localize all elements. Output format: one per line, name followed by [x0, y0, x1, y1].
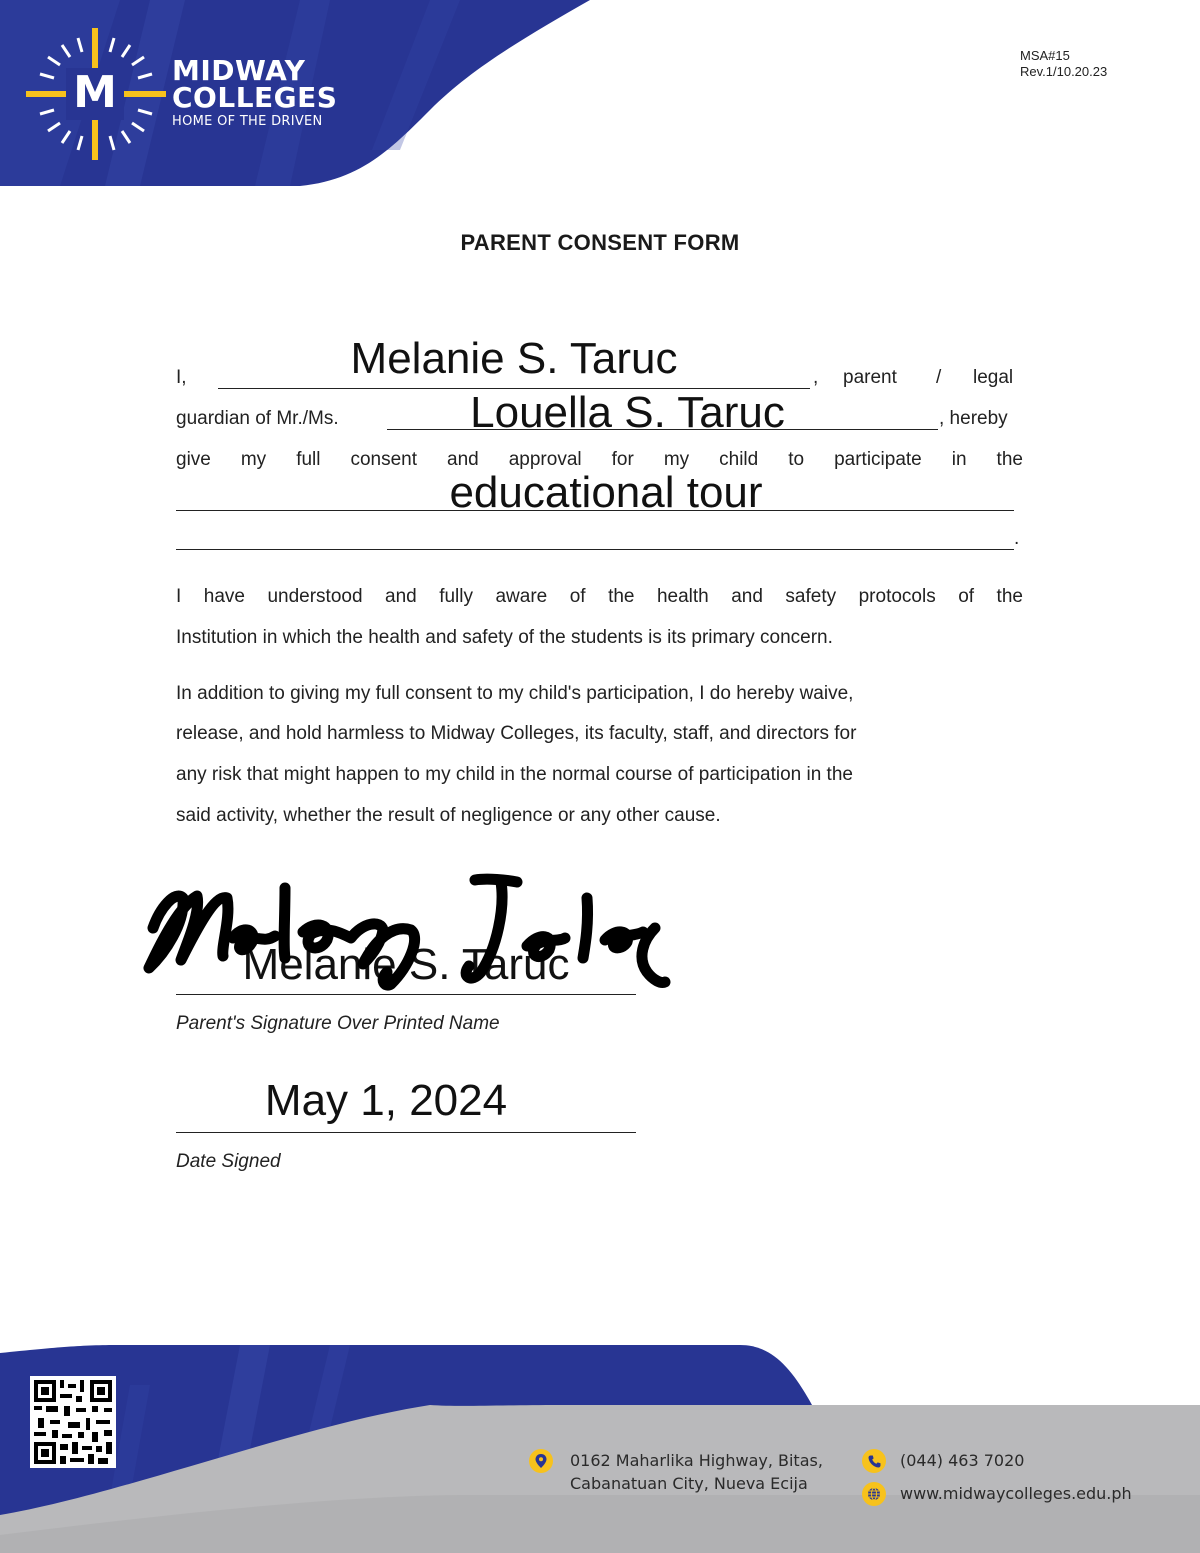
para2-line2: Institution in which the health and safety of the students is its primary concern. [176, 627, 833, 648]
globe-icon [862, 1482, 886, 1506]
word: I [176, 586, 182, 607]
page-title: PARENT CONSENT FORM [460, 230, 740, 255]
word: safety [785, 586, 837, 607]
revision-number: Rev.1/10.20.23 [1020, 64, 1108, 79]
word: to [788, 449, 805, 470]
signature-caption: Parent's Signature Over Printed Name [176, 1013, 500, 1034]
word: give [176, 449, 211, 470]
logo-title-line2: COLLEGES [172, 81, 338, 114]
word: the [608, 586, 635, 607]
word: participate [834, 449, 922, 470]
word: my [663, 449, 690, 470]
logo-title-line1: MIDWAY [172, 54, 306, 87]
word: understood [267, 586, 363, 607]
word: have [203, 586, 245, 607]
website-link[interactable]: www.midwaycolleges.edu.ph [900, 1484, 1132, 1503]
para3-line4: said activity, whether the result of negligence or any other cause. [176, 805, 721, 826]
period: . [1014, 528, 1020, 549]
word: and [385, 586, 417, 607]
activity-field[interactable]: educational tour [449, 468, 763, 517]
qr-code [30, 1376, 116, 1468]
word: approval [508, 449, 582, 470]
word: of [958, 586, 975, 607]
line1-word-parent: parent [843, 367, 897, 388]
word: child [719, 449, 759, 470]
line2-prefix: guardian of Mr./Ms. [176, 408, 339, 429]
address-line2: Cabanatuan City, Nueva Ecija [570, 1474, 808, 1493]
logo-tagline: HOME OF THE DRIVEN [172, 114, 323, 129]
printed-name-field[interactable]: Melanie S. Taruc [242, 940, 570, 989]
para3-line1: In addition to giving my full consent to my child's participation, I do hereby waive, [176, 683, 854, 704]
date-underline [176, 1132, 636, 1133]
handwritten-signature [135, 868, 675, 993]
word: for [611, 449, 634, 470]
word: consent [350, 449, 418, 470]
word: my [240, 449, 267, 470]
footer-banner [0, 1345, 1200, 1553]
address-line1: 0162 Maharlika Highway, Bitas, [570, 1451, 823, 1470]
para3-line3: any risk that might happen to my child in the normal course of participation in the [176, 764, 853, 785]
para2-line1 [176, 586, 1023, 608]
word: aware [495, 586, 548, 607]
signature-underline [176, 994, 636, 995]
word: and [731, 586, 763, 607]
word: full [296, 449, 321, 470]
word: fully [439, 586, 473, 607]
phone-number: (044) 463 7020 [900, 1451, 1025, 1470]
child-name-field[interactable]: Louella S. Taruc [470, 388, 785, 437]
comma: , [813, 367, 819, 388]
para3-line2: release, and hold harmless to Midway Colleges, its faculty, staff, and directors for [176, 723, 857, 744]
document-code [1020, 48, 1107, 80]
word: protocols [858, 586, 936, 607]
word: and [447, 449, 479, 470]
word: health [656, 586, 709, 607]
form-number: MSA#15 [1020, 48, 1070, 63]
line1-prefix: I, [176, 367, 187, 388]
date-signed-field[interactable]: May 1, 2024 [264, 1076, 508, 1125]
word: in [951, 449, 967, 470]
line1-word-legal: legal [973, 367, 1014, 388]
logo-letter: M [73, 67, 117, 118]
word: of [569, 586, 586, 607]
date-caption: Date Signed [176, 1151, 281, 1172]
parent-name-field[interactable]: Melanie S. Taruc [350, 334, 678, 383]
line1-word-slash: / [936, 367, 942, 388]
location-pin-icon [529, 1449, 553, 1473]
phone-icon [862, 1449, 886, 1473]
line2-suffix: , hereby [939, 408, 1008, 429]
word: the [996, 586, 1023, 607]
activity-underline-2 [176, 549, 1014, 550]
word: the [996, 449, 1023, 470]
